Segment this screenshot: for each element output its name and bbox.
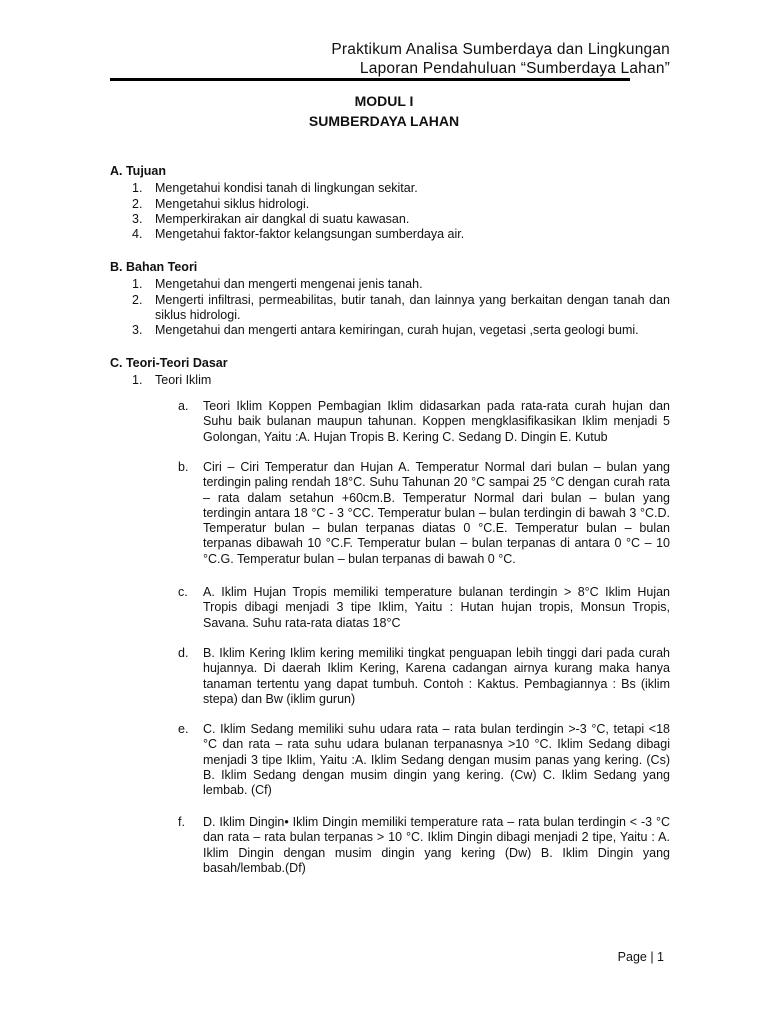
sub-item-text: Ciri – Ciri Temperatur dan Hujan A. Temperatur Normal dari bulan – bulan yang terdingin paling rendah 18°C. Suhu Tahunan 20 °C sampai 25 °C dengan curah rata – rata dalam setahun +60cm.B. Temperatur Normal dari bulan – bulan yang terdingin antara 18 °C - 3 °CC. Temperatur bulan – bulan terdingin di bawah 3 °C.D. Temperatur bulan – bulan terpanas diatas 0 °C.E. Temperatur bulan – bulan terpanas dibawah 10 °C.F. Temperatur bulan – bulan terpanas di antara 0 °C – 10 °C.G. Temperatur bulan – bulan terpanas di bawah 0 °C. xyxy=(203,460,670,566)
sub-item-f xyxy=(178,815,670,876)
section-heading: A. Tujuan xyxy=(110,164,167,178)
sub-item-d xyxy=(178,646,670,707)
list-item: 2. Mengerti infiltrasi, permeabilitas, butir tanah, dan lainnya yang berkaitan dengan tanah dan siklus hidrologi. xyxy=(132,292,670,322)
sub-item-text: A. Iklim Hujan Tropis memiliki temperature bulanan terdingin > 8°C Iklim Hujan Tropis dibagi menjadi 3 tipe Iklim, Yaitu : Hutan hujan tropis, Monsun Tropis, Savana. Suhu rata-rata diatas 18°C xyxy=(203,585,670,630)
list-item: 3. Memperkirakan air dangkal di suatu kawasan. xyxy=(132,211,410,226)
document-header xyxy=(331,40,670,78)
numbered-list xyxy=(110,181,670,242)
list-item: 1. Mengetahui dan mengerti mengenai jenis tanah. xyxy=(132,277,423,292)
sub-item-letter: f. xyxy=(178,815,185,829)
sub-item-text: B. Iklim Kering Iklim kering memiliki tingkat penguapan lebih tinggi dari pada curah hujannya. Di daerah Iklim Kering, Karena cadangan airnya kurang maka hanya tanaman tertentu yang dapat tumbuh. Contoh : Kaktus. Pembagiannya : Bs (iklim stepa) dan Bw (iklim gurun) xyxy=(203,646,670,706)
sub-item-text: C. Iklim Sedang memiliki suhu udara rata – rata bulan terdingin >-3 °C, tetapi <18 °C dan rata – rata suhu udara bulanan terpanasnya >10 °C. Iklim Sedang dibagi menjadi 3 tipe Iklim, Yaitu :A. Iklim Sedang dengan musim panas yang kering. (Cs) B. Iklim Sedang dengan musim dingin yang kering. (Cw) C. Iklim Sedang yang lembab. (Cf) xyxy=(203,722,670,798)
sub-item-letter: a. xyxy=(178,399,189,413)
list-item: 1. Teori Iklim xyxy=(132,373,212,388)
sub-item-a xyxy=(178,399,670,445)
section-teori-dasar xyxy=(110,356,670,389)
page-number: Page | 1 xyxy=(617,950,664,964)
sub-item-letter: d. xyxy=(178,646,189,660)
numbered-list xyxy=(110,277,670,338)
header-line-1: Praktikum Analisa Sumberdaya dan Lingkungan xyxy=(331,41,670,58)
list-item: 4. Mengetahui faktor-faktor kelangsungan sumberdaya air. xyxy=(132,227,465,242)
list-item: 1. Mengetahui kondisi tanah di lingkungan sekitar. xyxy=(132,181,418,196)
sub-item-e xyxy=(178,722,670,798)
list-item: 3. Mengetahui dan mengerti antara kemiringan, curah hujan, vegetasi ,serta geologi bumi. xyxy=(132,323,639,338)
sub-item-letter: e. xyxy=(178,722,189,736)
section-heading: B. Bahan Teori xyxy=(110,260,198,274)
sub-item-c xyxy=(178,585,670,631)
module-title: MODUL I xyxy=(354,93,414,109)
header-divider xyxy=(110,78,630,81)
sub-item-letter: c. xyxy=(178,585,188,599)
sub-item-text: Teori Iklim Koppen Pembagian Iklim didasarkan pada rata-rata curah hujan dan Suhu baik bulanan maupun tahunan. Koppen mengklasifikasikan Iklim menjadi 5 Golongan, Yaitu :A. Hujan Tropis B. Kering C. Sedang D. Dingin E. Kutub xyxy=(203,399,670,444)
header-line-2: Laporan Pendahuluan “Sumberdaya Lahan” xyxy=(359,60,670,77)
sub-item-letter: b. xyxy=(178,460,189,474)
section-bahan-teori xyxy=(110,260,670,338)
sub-item-b xyxy=(178,460,670,567)
list-item: 2. Mengetahui siklus hidrologi. xyxy=(132,196,310,211)
section-tujuan xyxy=(110,164,670,242)
numbered-list xyxy=(110,373,670,388)
sub-item-text: D. Iklim Dingin• Iklim Dingin memiliki temperature rata – rata bulan terdingin < -3 °C dan rata – rata bulan terpanas > 10 °C. Iklim Dingin dibagi menjadi 2 tipe, Yaitu : A. Iklim Dingin dengan musim dingin yang kering (Dw) B. Iklim Dingin yang basah/lembab.(Df) xyxy=(203,815,670,875)
module-subtitle: SUMBERDAYA LAHAN xyxy=(308,113,460,129)
section-heading: C. Teori-Teori Dasar xyxy=(110,356,228,370)
